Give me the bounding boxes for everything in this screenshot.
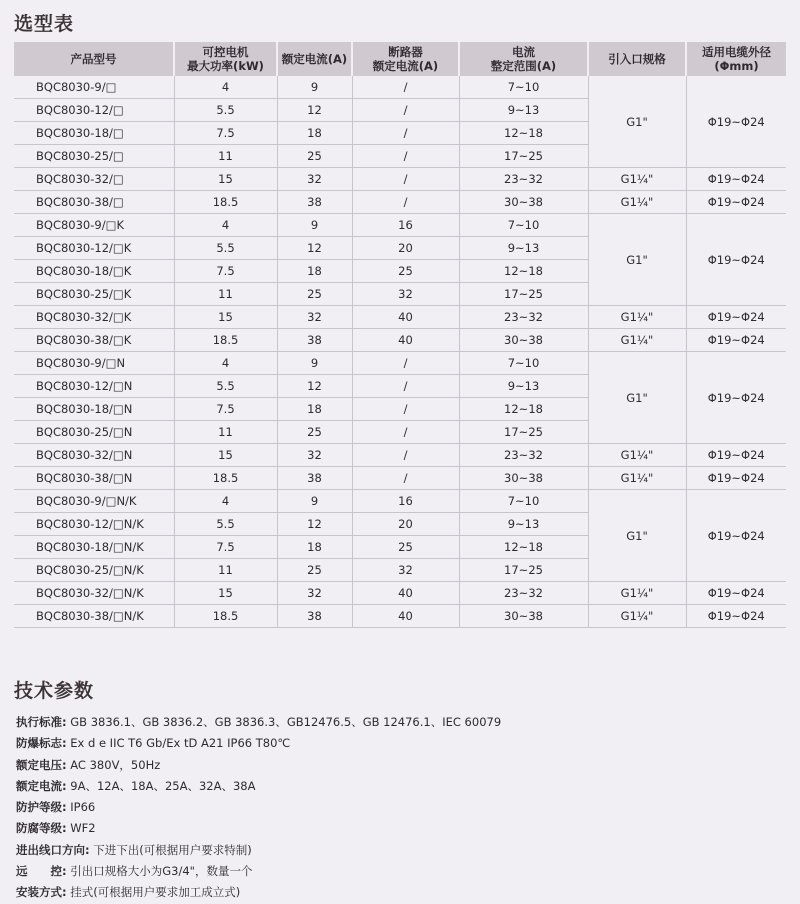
spec-label: 安装方式:: [16, 885, 67, 900]
breaker-current-cell: 16: [352, 214, 459, 237]
spec-label: 防爆标志:: [16, 736, 67, 751]
current-range-cell: 17~25: [459, 145, 588, 168]
current-range-cell: 23~32: [459, 582, 588, 605]
rated-current-cell: 32: [277, 168, 352, 191]
model-cell: BQC8030-25/□N: [14, 421, 174, 444]
breaker-current-cell: /: [352, 145, 459, 168]
table-row: [14, 191, 786, 214]
rated-current-cell: 18: [277, 536, 352, 559]
model-cell: BQC8030-38/□N/K: [14, 605, 174, 628]
current-range-cell: 7~10: [459, 352, 588, 375]
spec-value: Ex d e IIC T6 Gb/Ex tD A21 IP66 T80℃: [70, 736, 291, 751]
breaker-current-cell: /: [352, 76, 459, 99]
rated-current-cell: 25: [277, 559, 352, 582]
spec-row: [16, 755, 501, 776]
spec-row: [16, 882, 501, 903]
power-cell: 11: [174, 559, 277, 582]
model-cell: BQC8030-18/□N/K: [14, 536, 174, 559]
table-body: [14, 76, 786, 628]
cable-diameter-cell: Φ19~Φ24: [686, 306, 786, 329]
breaker-current-cell: /: [352, 191, 459, 214]
rated-current-cell: 9: [277, 76, 352, 99]
model-cell: BQC8030-12/□: [14, 99, 174, 122]
selection-table: [14, 42, 786, 628]
model-cell: BQC8030-12/□K: [14, 237, 174, 260]
breaker-current-cell: /: [352, 421, 459, 444]
header-cable-diameter: 适用电缆外径 (Φmm): [686, 42, 786, 76]
breaker-current-cell: 40: [352, 329, 459, 352]
rated-current-cell: 12: [277, 513, 352, 536]
spec-value: 引出口规格大小为G3/4"，数量一个: [70, 864, 253, 879]
rated-current-cell: 18: [277, 260, 352, 283]
tech-params-list: [16, 712, 501, 904]
spec-value: AC 380V，50Hz: [70, 757, 161, 772]
rated-current-cell: 12: [277, 375, 352, 398]
header-model: 产品型号: [14, 42, 174, 76]
breaker-current-cell: 40: [352, 605, 459, 628]
model-cell: BQC8030-9/□: [14, 76, 174, 99]
inlet-cell: G1¼": [588, 168, 686, 191]
model-cell: BQC8030-12/□N/K: [14, 513, 174, 536]
table-row: [14, 605, 786, 628]
model-cell: BQC8030-32/□N: [14, 444, 174, 467]
rated-current-cell: 38: [277, 605, 352, 628]
power-cell: 7.5: [174, 260, 277, 283]
table-row: [14, 214, 786, 237]
power-cell: 7.5: [174, 536, 277, 559]
rated-current-cell: 25: [277, 145, 352, 168]
breaker-current-cell: 40: [352, 582, 459, 605]
power-cell: 4: [174, 490, 277, 513]
power-cell: 11: [174, 283, 277, 306]
spec-label: 执行标准:: [16, 715, 67, 729]
power-cell: 15: [174, 582, 277, 605]
header-current-range: 电流 整定范围(A): [459, 42, 588, 76]
header-power: 可控电机 最大功率(kW): [174, 42, 277, 76]
inlet-cell: G1": [588, 214, 686, 306]
spec-value: GB 3836.1、GB 3836.2、GB 3836.3、GB12476.5、GB 12476.1、IEC 60079: [70, 715, 502, 729]
rated-current-cell: 9: [277, 352, 352, 375]
rated-current-cell: 32: [277, 306, 352, 329]
inlet-cell: G1": [588, 490, 686, 582]
spec-value: 9A、12A、18A、25A、32A、38A: [70, 778, 256, 793]
power-cell: 4: [174, 214, 277, 237]
rated-current-cell: 32: [277, 582, 352, 605]
model-cell: BQC8030-18/□N: [14, 398, 174, 421]
model-cell: BQC8030-25/□: [14, 145, 174, 168]
cable-diameter-cell: Φ19~Φ24: [686, 329, 786, 352]
current-range-cell: 17~25: [459, 559, 588, 582]
rated-current-cell: 18: [277, 122, 352, 145]
spec-row: [16, 776, 501, 797]
breaker-current-cell: /: [352, 375, 459, 398]
rated-current-cell: 12: [277, 237, 352, 260]
power-cell: 18.5: [174, 605, 277, 628]
inlet-cell: G1¼": [588, 306, 686, 329]
spec-label: 防护等级:: [16, 800, 67, 815]
model-cell: BQC8030-25/□N/K: [14, 559, 174, 582]
power-cell: 5.5: [174, 99, 277, 122]
current-range-cell: 30~38: [459, 467, 588, 490]
current-range-cell: 30~38: [459, 605, 588, 628]
table-row: [14, 490, 786, 513]
current-range-cell: 9~13: [459, 513, 588, 536]
spec-row: [16, 818, 501, 839]
current-range-cell: 23~32: [459, 444, 588, 467]
current-range-cell: 17~25: [459, 421, 588, 444]
cable-diameter-cell: Φ19~Φ24: [686, 191, 786, 214]
current-range-cell: 23~32: [459, 306, 588, 329]
rated-current-cell: 32: [277, 444, 352, 467]
inlet-cell: G1¼": [588, 191, 686, 214]
model-cell: BQC8030-25/□K: [14, 283, 174, 306]
inlet-cell: G1¼": [588, 467, 686, 490]
power-cell: 15: [174, 168, 277, 191]
header-inlet: 引入口规格: [588, 42, 686, 76]
rated-current-cell: 25: [277, 421, 352, 444]
breaker-current-cell: 25: [352, 536, 459, 559]
table-row: [14, 444, 786, 467]
current-range-cell: 30~38: [459, 329, 588, 352]
spec-label: 额定电流:: [16, 778, 67, 793]
spec-row: [16, 840, 501, 861]
breaker-current-cell: 40: [352, 306, 459, 329]
power-cell: 7.5: [174, 122, 277, 145]
cable-diameter-cell: Φ19~Φ24: [686, 467, 786, 490]
spec-label: 额定电压:: [16, 757, 67, 772]
spec-value: 挂式(可根据用户要求加工成立式): [70, 885, 241, 900]
model-cell: BQC8030-38/□K: [14, 329, 174, 352]
current-range-cell: 9~13: [459, 99, 588, 122]
rated-current-cell: 9: [277, 214, 352, 237]
breaker-current-cell: /: [352, 398, 459, 421]
power-cell: 4: [174, 76, 277, 99]
breaker-current-cell: /: [352, 352, 459, 375]
table-row: [14, 306, 786, 329]
breaker-current-cell: 25: [352, 260, 459, 283]
cable-diameter-cell: Φ19~Φ24: [686, 76, 786, 168]
rated-current-cell: 18: [277, 398, 352, 421]
breaker-current-cell: 20: [352, 237, 459, 260]
spec-row: [16, 797, 501, 818]
selection-table-title: 选型表: [14, 13, 75, 35]
power-cell: 15: [174, 444, 277, 467]
inlet-cell: G1¼": [588, 329, 686, 352]
power-cell: 11: [174, 145, 277, 168]
model-cell: BQC8030-9/□K: [14, 214, 174, 237]
inlet-cell: G1¼": [588, 582, 686, 605]
table-row: [14, 352, 786, 375]
inlet-cell: G1": [588, 76, 686, 168]
cable-diameter-cell: Φ19~Φ24: [686, 490, 786, 582]
tech-params-title: 技术参数: [14, 680, 95, 702]
breaker-current-cell: /: [352, 444, 459, 467]
model-cell: BQC8030-12/□N: [14, 375, 174, 398]
breaker-current-cell: 20: [352, 513, 459, 536]
model-cell: BQC8030-9/□N/K: [14, 490, 174, 513]
current-range-cell: 23~32: [459, 168, 588, 191]
power-cell: 15: [174, 306, 277, 329]
current-range-cell: 12~18: [459, 398, 588, 421]
table-row: [14, 329, 786, 352]
rated-current-cell: 38: [277, 191, 352, 214]
spec-label: 进出线口方向:: [16, 842, 90, 857]
model-cell: BQC8030-38/□: [14, 191, 174, 214]
header-rated-current: 额定电流(A): [277, 42, 352, 76]
spec-value: 下进下出(可根据用户要求特制): [93, 842, 252, 857]
current-range-cell: 9~13: [459, 375, 588, 398]
model-cell: BQC8030-32/□K: [14, 306, 174, 329]
power-cell: 7.5: [174, 398, 277, 421]
model-cell: BQC8030-9/□N: [14, 352, 174, 375]
breaker-current-cell: 16: [352, 490, 459, 513]
rated-current-cell: 9: [277, 490, 352, 513]
inlet-cell: G1¼": [588, 605, 686, 628]
table-row: [14, 467, 786, 490]
inlet-cell: G1": [588, 352, 686, 444]
spec-row: [16, 712, 501, 733]
spec-row: [16, 733, 501, 754]
spec-row: [16, 861, 501, 882]
current-range-cell: 9~13: [459, 237, 588, 260]
current-range-cell: 7~10: [459, 490, 588, 513]
current-range-cell: 12~18: [459, 536, 588, 559]
breaker-current-cell: /: [352, 467, 459, 490]
rated-current-cell: 12: [277, 99, 352, 122]
cable-diameter-cell: Φ19~Φ24: [686, 168, 786, 191]
rated-current-cell: 38: [277, 467, 352, 490]
rated-current-cell: 38: [277, 329, 352, 352]
cable-diameter-cell: Φ19~Φ24: [686, 605, 786, 628]
current-range-cell: 30~38: [459, 191, 588, 214]
spec-label: 防腐等级:: [16, 821, 67, 836]
spec-label: 远 控:: [16, 864, 67, 879]
power-cell: 18.5: [174, 467, 277, 490]
current-range-cell: 12~18: [459, 260, 588, 283]
inlet-cell: G1¼": [588, 444, 686, 467]
breaker-current-cell: /: [352, 99, 459, 122]
power-cell: 11: [174, 421, 277, 444]
breaker-current-cell: 32: [352, 283, 459, 306]
model-cell: BQC8030-18/□: [14, 122, 174, 145]
model-cell: BQC8030-38/□N: [14, 467, 174, 490]
current-range-cell: 7~10: [459, 76, 588, 99]
model-cell: BQC8030-32/□: [14, 168, 174, 191]
header-breaker-current: 断路器 额定电流(A): [352, 42, 459, 76]
current-range-cell: 7~10: [459, 214, 588, 237]
cable-diameter-cell: Φ19~Φ24: [686, 352, 786, 444]
table-row: [14, 76, 786, 99]
breaker-current-cell: /: [352, 122, 459, 145]
model-cell: BQC8030-18/□K: [14, 260, 174, 283]
spec-value: IP66: [70, 800, 96, 815]
model-cell: BQC8030-32/□N/K: [14, 582, 174, 605]
power-cell: 4: [174, 352, 277, 375]
table-header-row: [14, 42, 786, 76]
breaker-current-cell: /: [352, 168, 459, 191]
cable-diameter-cell: Φ19~Φ24: [686, 444, 786, 467]
current-range-cell: 12~18: [459, 122, 588, 145]
power-cell: 18.5: [174, 329, 277, 352]
current-range-cell: 17~25: [459, 283, 588, 306]
table-row: [14, 582, 786, 605]
rated-current-cell: 25: [277, 283, 352, 306]
breaker-current-cell: 32: [352, 559, 459, 582]
power-cell: 18.5: [174, 191, 277, 214]
power-cell: 5.5: [174, 375, 277, 398]
table-row: [14, 168, 786, 191]
power-cell: 5.5: [174, 237, 277, 260]
cable-diameter-cell: Φ19~Φ24: [686, 214, 786, 306]
spec-value: WF2: [70, 821, 96, 836]
cable-diameter-cell: Φ19~Φ24: [686, 582, 786, 605]
power-cell: 5.5: [174, 513, 277, 536]
